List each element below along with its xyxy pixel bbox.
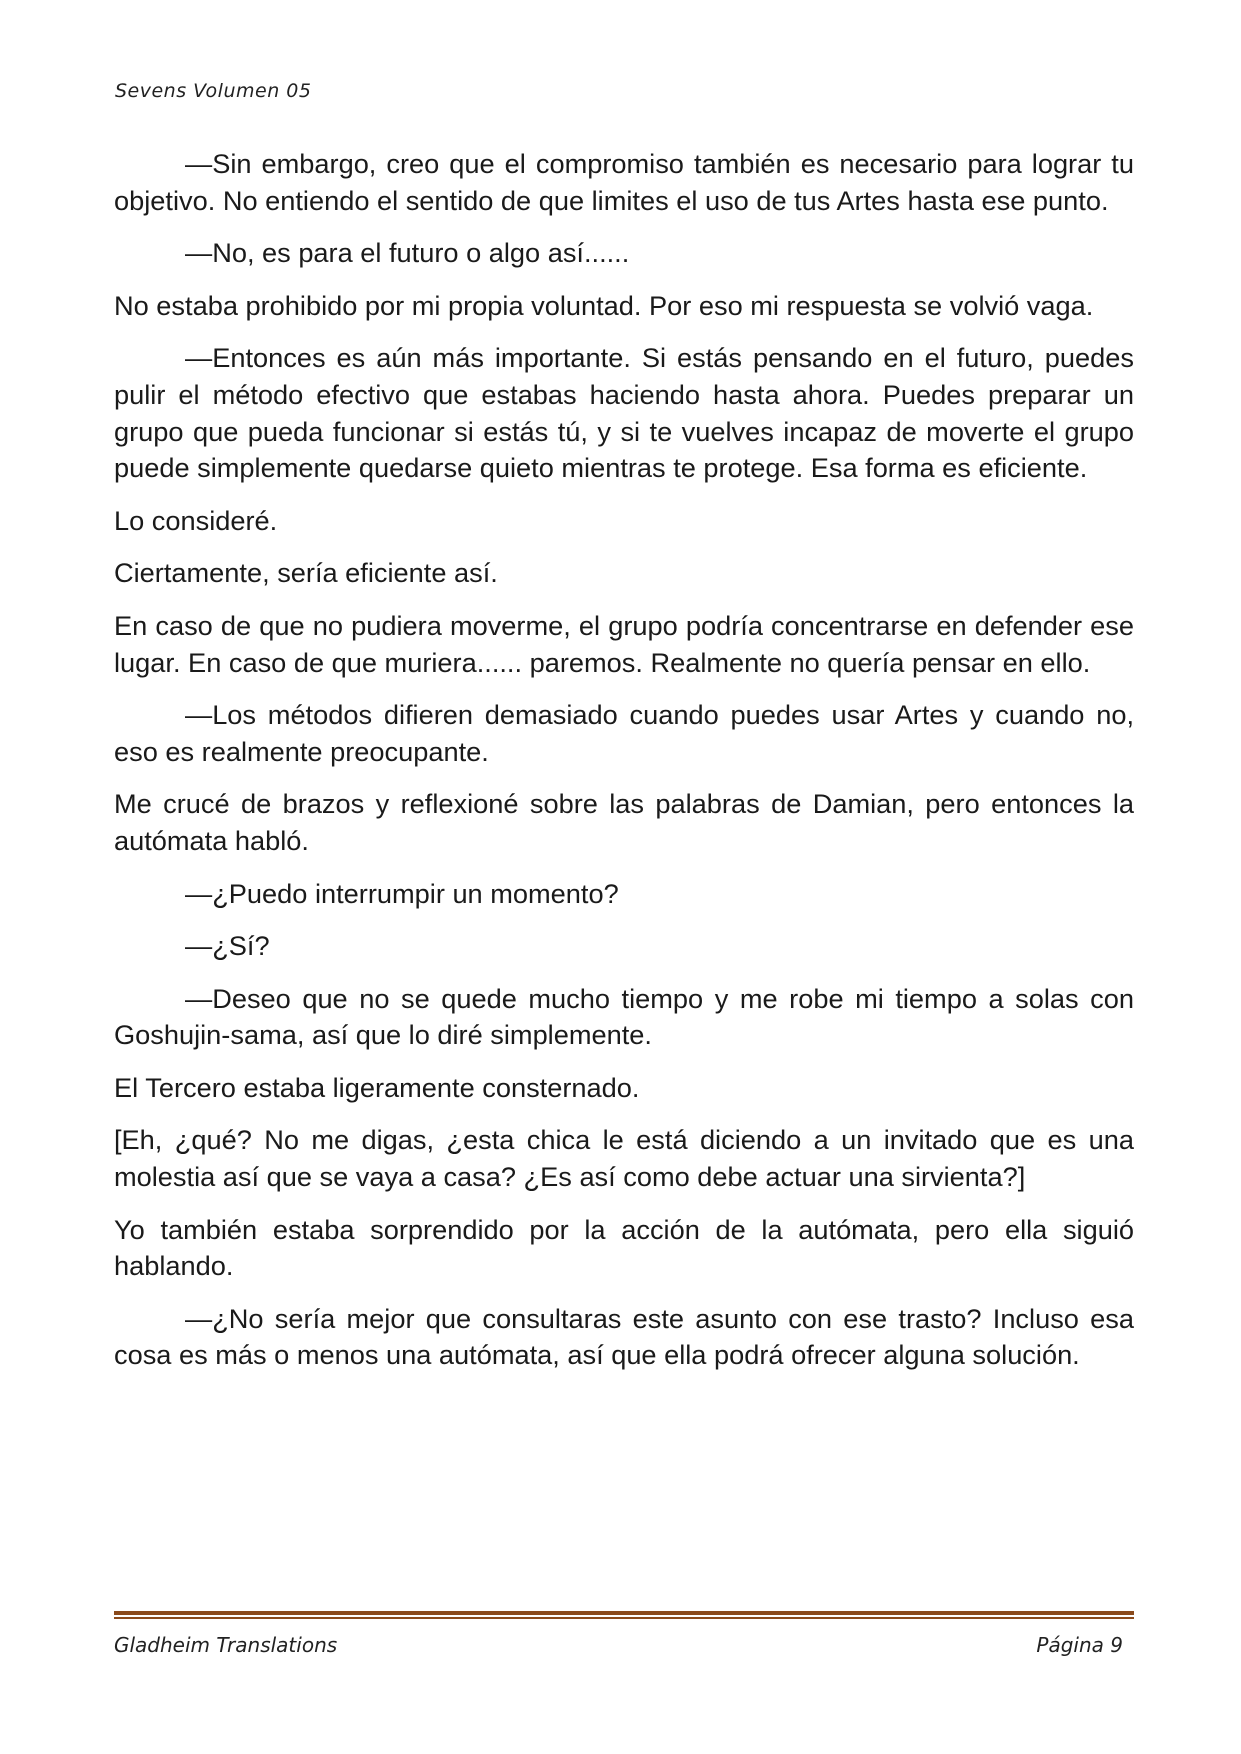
footer-divider xyxy=(114,1611,1134,1621)
dialog-paragraph: —Los métodos difieren demasiado cuando puedes usar Artes y cuando no, eso es realmente preocupante. xyxy=(114,699,1134,767)
dialog-paragraph: —Deseo que no se quede mucho tiempo y me robe mi tiempo a solas con Goshujin-sama, así que lo diré simplemente. xyxy=(114,982,1134,1051)
footer-divider-thin xyxy=(114,1617,1134,1619)
narration-paragraph: No estaba prohibido por mi propia voluntad. Por eso mi respuesta se volvió vaga. xyxy=(114,289,1094,321)
body-text xyxy=(114,146,1134,1390)
narration-paragraph: Ciertamente, sería eficiente así. xyxy=(114,557,498,589)
narration-paragraph: En caso de que no pudiera moverme, el grupo podría concentrarse en defender ese lugar. En caso de que muriera...... paremos. Realmente no quería pensar en ello. xyxy=(114,609,1134,678)
footer-page-number: Página 9 xyxy=(1036,1633,1123,1657)
dialog-paragraph: —No, es para el futuro o algo así...... xyxy=(185,237,630,269)
narration-paragraph: [Eh, ¿qué? No me digas, ¿esta chica le está diciendo a un invitado que es una molestia así que se vaya a casa? ¿Es así como debe actuar una sirvienta?] xyxy=(114,1124,1134,1193)
footer-divider-thick xyxy=(114,1611,1134,1615)
narration-paragraph: El Tercero estaba ligeramente consternado. xyxy=(114,1071,640,1103)
dialog-paragraph: —¿Puedo interrumpir un momento? xyxy=(185,877,619,909)
narration-paragraph: Lo consideré. xyxy=(114,504,278,536)
narration-paragraph: Me crucé de brazos y reflexioné sobre las palabras de Damian, pero entonces la autómata habló. xyxy=(114,788,1134,856)
running-header: Sevens Volumen 05 xyxy=(115,80,312,102)
dialog-paragraph: —¿No sería mejor que consultaras este asunto con ese trasto? Incluso esa cosa es más o menos una autómata, así que ella podrá ofrecer alguna solución. xyxy=(114,1302,1134,1371)
narration-paragraph: Yo también estaba sorprendido por la acción de la autómata, pero ella siguió hablando. xyxy=(114,1213,1134,1282)
dialog-paragraph: —Entonces es aún más importante. Si estás pensando en el futuro, puedes pulir el método efectivo que estabas haciendo hasta ahora. Puedes preparar un grupo que pueda funcionar si estás tú, y si te vuelves incapaz de moverte el grupo puede simplemente quedarse quieto mientras te protege. Esa forma es eficiente. xyxy=(114,342,1134,484)
dialog-paragraph: —Sin embargo, creo que el compromiso también es necesario para lograr tu objetivo. No entiendo el sentido de que limites el uso de tus Artes hasta ese punto. xyxy=(114,148,1134,216)
dialog-paragraph: —¿Sí? xyxy=(185,930,270,962)
footer-translator-credit: Gladheim Translations xyxy=(114,1633,338,1657)
